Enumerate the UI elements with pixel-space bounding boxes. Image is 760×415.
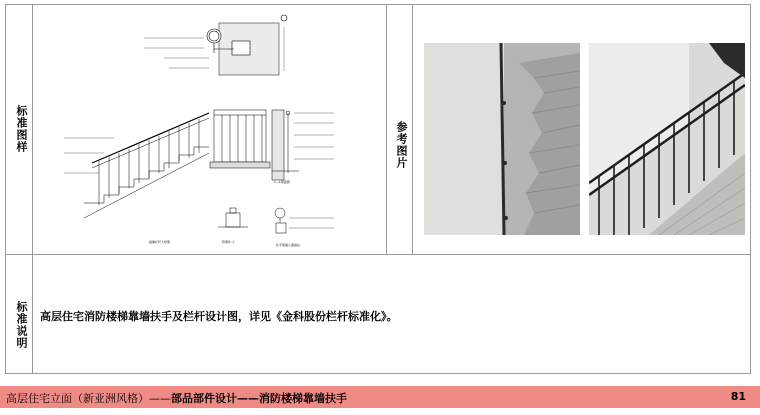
- divider-right: [412, 5, 413, 254]
- label-reference-photo: 参考图片: [395, 121, 408, 169]
- divider-row: [6, 254, 750, 255]
- caption-node-detail: 预埋件-1: [222, 240, 234, 244]
- caption-stair-elevation: 楼梯栏杆大样图: [149, 240, 171, 244]
- caption-handrail-detail: 扶手靠墙立面做法: [276, 243, 301, 247]
- section-1-1: [272, 110, 334, 180]
- footer-bar: [0, 386, 760, 408]
- landing-rail-elevation: [210, 110, 270, 168]
- footer-title-prefix: 高层住宅立面（新亚洲风格）——: [6, 392, 171, 405]
- stair-elevation: [64, 113, 209, 218]
- content-frame: [5, 4, 751, 374]
- label-standard-note: 标准说明: [15, 301, 28, 349]
- footer-title: [6, 390, 347, 406]
- top-section-detail: [144, 15, 287, 75]
- divider-mid: [386, 5, 387, 254]
- label-standard-drawing: 标准图样: [15, 105, 28, 153]
- caption-section: 1—1剖面图: [274, 180, 290, 184]
- footer-title-bold: 部品部件设计——消防楼梯靠墙扶手: [171, 392, 347, 405]
- reference-photo-stair-railing: [589, 43, 745, 235]
- handrail-technical-drawing: [44, 13, 344, 253]
- standard-description: 高层住宅消防楼梯靠墙扶手及栏杆设计图，详见《金科股份栏杆标准化》。: [40, 310, 398, 323]
- node-details: [218, 208, 334, 233]
- page-number: 81: [730, 390, 746, 403]
- divider-left: [32, 5, 33, 373]
- reference-photo-wall-handrail: [424, 43, 580, 235]
